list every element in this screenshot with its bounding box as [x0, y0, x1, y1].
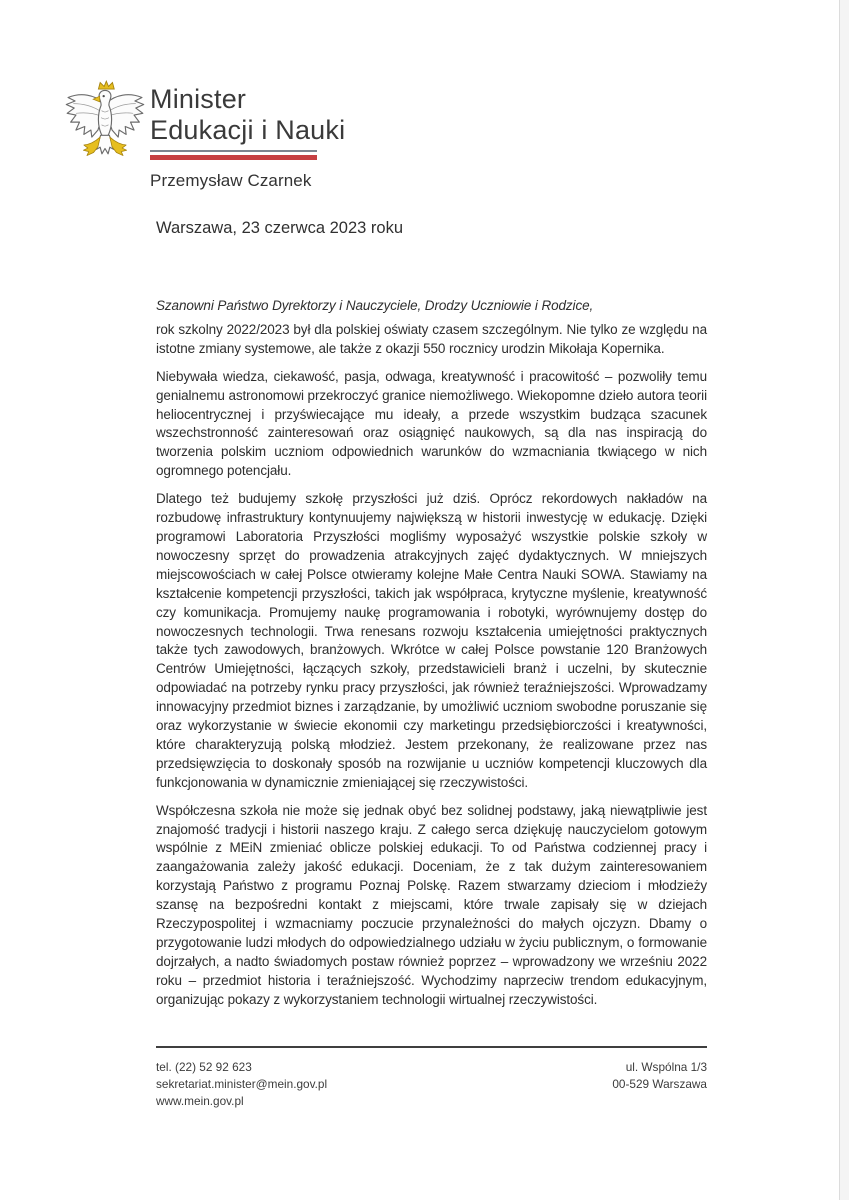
letter-body [156, 297, 707, 1019]
footer-address [507, 1059, 707, 1093]
dateline: Warszawa, 23 czerwca 2023 roku [156, 219, 403, 237]
footer-address-city: 00-529 Warszawa [612, 1076, 707, 1091]
footer-website: www.mein.gov.pl [156, 1093, 244, 1108]
polish-eagle-emblem-icon [61, 79, 149, 167]
paragraph-3: Dlatego też budujemy szkołę przyszłości już dziś. Oprócz rekordowych nakładów na rozbudowę infrastruktury kontynuujemy największą w historii inwestycję w edukację. Dzięki programowi Laboratoria Przyszłości mogliśmy wyposażyć wszystkie polskie szkoły w nowoczesny sprzęt do prowadzenia atrakcyjnych zajęć dydaktycznych. W mniejszych miejscowościach w całej Polsce otwieramy kolejne Małe Centra Nauki SOWA. Stawiamy na kształcenie kompetencji przyszłości, takich jak współpraca, krytyczne myślenie, kreatywność czy komunikacja. Promujemy naukę programowania i robotyki, wyrównujemy dostęp do nowoczesnych technologii. Trwa renesans rozwoju kształcenia umiejętności praktycznych także tych zawodowych, branżowych. Wkrótce w całej Polsce powstanie 120 Branżowych Centrów Umiejętności, łączących szkoły, przedstawicieli branż i uczelni, by skutecznie odpowiadać na potrzeby rynku pracy przyszłości, jak również teraźniejszości. Wprowadzamy innowacyjny przedmiot biznes i zarządzanie, by umożliwić uczniom swobodne poruszanie się oraz wykorzystanie w świecie ekonomii czy marketingu przedsiębiorczości i kreatywności, które charakteryzują polską młodzież. Jestem przekonany, że realizowane przez nas przedsięwzięcia to doskonały sposób na rozwijanie u uczniów kompetencji kluczowych dla funkcjonowania w dynamicznie zmieniającej się rzeczywistości. [156, 491, 707, 790]
paragraph-1: rok szkolny 2022/2023 był dla polskiej oświaty czasem szczególnym. Nie tylko ze względu na istotne zmiany systemowe, ale także z okazji 550 rocznicy urodzin Mikołaja Kopernika. [156, 321, 707, 356]
footer-contact [156, 1059, 327, 1109]
salutation: Szanowni Państwo Dyrektorzy i Nauczyciele, Drodzy Uczniowie i Rodzice, [156, 298, 594, 313]
scan-edge-shade [840, 0, 849, 1200]
flag-white-stripe [150, 150, 317, 152]
footer-email: sekretariat.minister@mein.gov.pl [156, 1076, 328, 1091]
scan-edge-line [839, 0, 840, 1200]
footer-divider [156, 1046, 707, 1048]
paragraph-4: Współczesna szkoła nie może się jednak obyć bez solidnej podstawy, jaką niewątpliwie jest znajomość tradycji i historii naszego kraju. Z całego serca dziękuję nauczycielom gotowym wspólnie z MEiN zmieniać oblicze polskiej edukacji. To od Państwa codziennej pracy i zaangażowania zależy jakość edukacji. Doceniam, że z tak dużym zainteresowaniem korzystają Państwo z programu Poznaj Polskę. Razem stwarzamy dzieciom i młodzieży szansę na bezpośredni kontakt z miejscami, które trwale zapisały się w dziejach Rzeczypospolitej i wzmacniamy poczucie przynależności do małych ojczyzn. Dbamy o przygotowanie ludzi młodych do odpowiedzialnego udziału w życiu publicznym, o formowanie dojrzałych, a nadto świadomych postaw również poprzez – wprowadzony we wrześniu 2022 roku – przedmiot historia i teraźniejszość. Wychodzimy naprzeciw trendom edukacyjnym, organizując pokazy z wykorzystaniem technologii wirtualnej rzeczywistości. [156, 802, 707, 1007]
flag-divider [150, 150, 317, 160]
ministry-title-line1: Minister [150, 84, 247, 114]
ministry-title-line2: Edukacji i Nauki [150, 115, 346, 145]
footer-phone: tel. (22) 52 92 623 [156, 1060, 252, 1074]
minister-name: Przemysław Czarnek [150, 171, 312, 190]
ministry-title [150, 84, 345, 146]
flag-red-stripe [150, 155, 317, 160]
footer-address-street: ul. Wspólna 1/3 [625, 1060, 707, 1074]
paragraph-2: Niebywała wiedza, ciekawość, pasja, odwaga, kreatywność i pracowitość – pozwoliły temu genialnemu astronomowi przekroczyć granice niemożliwego. Wiekopomne dzieło autora teorii heliocentrycznej i przyświecające mu ideały, a przede wszystkim budząca szacunek wszechstronność zainteresowań oraz osiągnięć naukowych, są dla nas inspiracją do tworzenia polskim uczniom odpowiednich warunków do wzmacniania tkwiącego w nich ogromnego potencjału. [156, 368, 707, 479]
